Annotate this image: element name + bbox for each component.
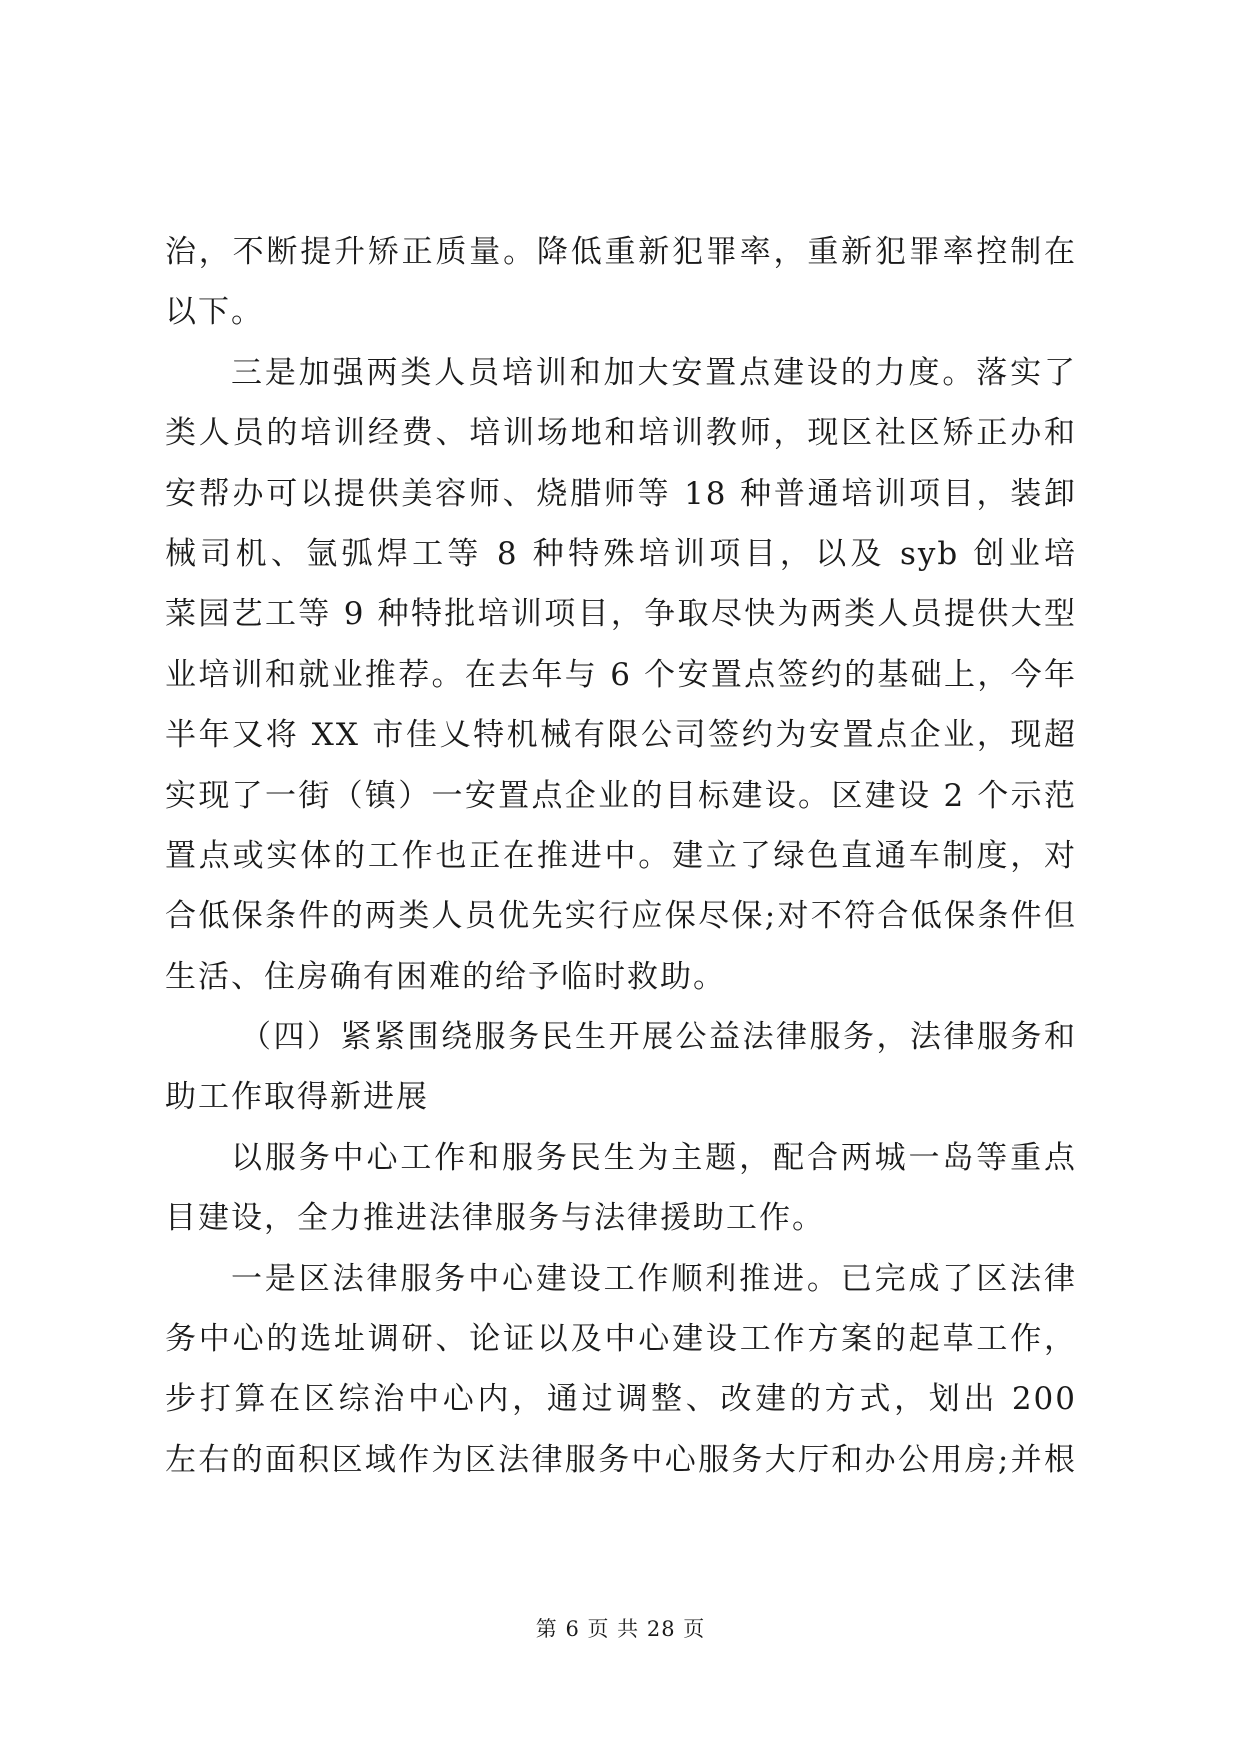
text-line: 合低保条件的两类人员优先实行应保尽保;对不符合低保条件但 — [165, 898, 1077, 935]
text-line: 业培训和就业推荐。在去年与 6 个安置点签约的基础上，今年 — [165, 656, 1077, 693]
text-line: 以下。 — [165, 294, 264, 331]
page-number: 第 6 页 共 28 页 — [535, 1617, 706, 1641]
text-line: 务中心的选址调研、论证以及中心建设工作方案的起草工作， — [165, 1321, 1077, 1358]
text-line: 治，不断提升矫正质量。降低重新犯罪率，重新犯罪率控制在 — [165, 234, 1077, 270]
paragraph-first-line: 以服务中心工作和服务民生为主题，配合两城一岛等重点 — [231, 1139, 1077, 1176]
document-body — [165, 222, 1077, 1490]
text-line: 类人员的培训经费、培训场地和培训教师，现区社区矫正办和 — [165, 415, 1077, 452]
page-footer — [0, 1613, 1241, 1643]
text-line: 目建设，全力推进法律服务与法律援助工作。 — [165, 1200, 825, 1237]
text-line: 实现了一街（镇）一安置点企业的目标建设。区建设 2 个示范 — [165, 777, 1077, 814]
paragraph-first-line: 三是加强两类人员培训和加大安置点建设的力度。落实了 — [231, 354, 1077, 391]
text-line: 安帮办可以提供美容师、烧腊师等 18 种普通培训项目，装卸 — [165, 475, 1077, 512]
text-line: 步打算在区综治中心内，通过调整、改建的方式，划出 200 — [165, 1381, 1077, 1418]
paragraph-first-line: 一是区法律服务中心建设工作顺利推进。已完成了区法律 — [231, 1260, 1077, 1297]
text-line: 械司机、氩弧焊工等 8 种特殊培训项目，以及 syb 创业培 — [165, 535, 1077, 572]
text-line: 半年又将 XX 市佳乂特机械有限公司签约为安置点企业，现超 — [165, 717, 1077, 754]
text-line: 生活、住房确有困难的给予临时救助。 — [165, 958, 726, 995]
section-heading-line: （四）紧紧围绕服务民生开展公益法律服务，法律服务和 — [240, 1019, 1077, 1056]
section-heading-line: 助工作取得新进展 — [165, 1079, 429, 1116]
text-line: 左右的面积区域作为区法律服务中心服务大厅和办公用房;并根 — [165, 1441, 1077, 1478]
text-line: 置点或实体的工作也正在推进中。建立了绿色直通车制度，对 — [165, 837, 1077, 874]
text-line: 菜园艺工等 9 种特批培训项目，争取尽快为两类人员提供大型 — [165, 596, 1077, 633]
